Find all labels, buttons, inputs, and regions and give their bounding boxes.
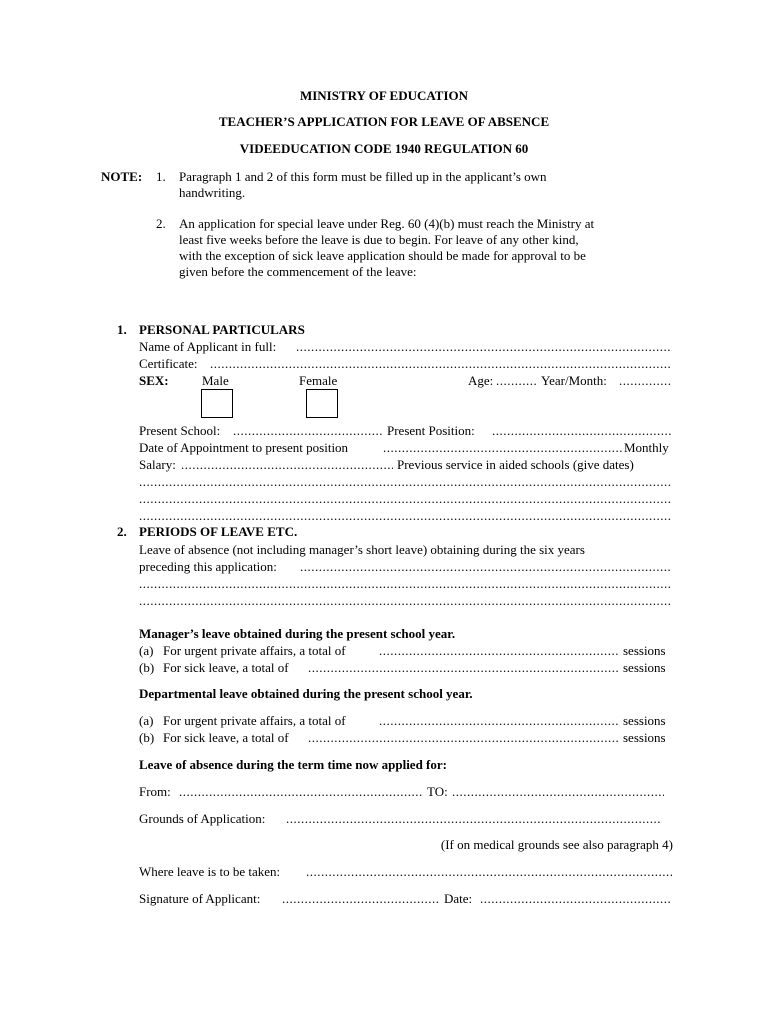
note-item-2-line-3: with the exception of sick leave application should be made for approval to be [179, 248, 586, 263]
from-field[interactable] [179, 784, 423, 800]
departmental-leave-heading: Departmental leave obtained during the present school year. [139, 686, 473, 701]
previous-service-line-1[interactable] [139, 474, 672, 490]
leave-intro-line-2: preceding this application: [139, 559, 277, 574]
previous-service-line-2[interactable] [139, 491, 672, 507]
departmental-item-b-text: For sick leave, a total of [163, 730, 289, 745]
note-item-1-number: 1. [156, 169, 166, 184]
sessions-label: sessions [623, 713, 666, 728]
regulation-title: VIDEEDUCATION CODE 1940 REGULATION 60 [239, 141, 529, 156]
signature-label: Signature of Applicant: [139, 891, 261, 906]
grounds-label: Grounds of Application: [139, 811, 266, 826]
sessions-label: sessions [623, 730, 666, 745]
note-item-1-line-1: Paragraph 1 and 2 of this form must be filled up in the applicant’s own [179, 169, 547, 184]
note-item-2-number: 2. [156, 216, 166, 231]
note-label: NOTE: [101, 169, 143, 184]
salary-field[interactable] [181, 457, 393, 473]
date-appointment-field[interactable] [383, 440, 623, 456]
preceding-leave-line-3[interactable] [139, 593, 672, 609]
manager-item-b-text: For sick leave, a total of [163, 660, 289, 675]
previous-service-label: Previous service in aided schools (give dates) [397, 457, 634, 472]
grounds-field[interactable] [286, 811, 662, 827]
female-label: Female [299, 373, 338, 388]
to-label: TO: [427, 784, 448, 799]
manager-item-a-prefix: (a) [139, 643, 154, 658]
male-checkbox[interactable] [201, 389, 233, 418]
section-2-number: 2. [117, 524, 127, 539]
manager-item-b-prefix: (b) [139, 660, 155, 675]
age-label: Age: [468, 373, 494, 388]
term-leave-heading: Leave of absence during the term time now applied for: [139, 757, 447, 772]
sessions-label: sessions [623, 660, 666, 675]
preceding-leave-line-2[interactable] [139, 576, 672, 592]
year-month-label: Year/Month: [541, 373, 607, 388]
ministry-title: MINISTRY OF EDUCATION [299, 88, 469, 103]
certificate-label: Certificate: [139, 356, 198, 371]
where-field[interactable] [306, 864, 672, 880]
manager-item-a-text: For urgent private affairs, a total of [163, 643, 346, 658]
section-1-number: 1. [117, 322, 127, 337]
departmental-private-affairs-field[interactable] [379, 713, 619, 729]
medical-grounds-note: (If on medical grounds see also paragraph 4) [440, 837, 673, 852]
age-field[interactable] [496, 373, 538, 389]
sex-label: SEX: [139, 373, 169, 388]
note-item-2-line-1: An application for special leave under Reg. 60 (4)(b) must reach the Ministry at [179, 216, 595, 231]
preceding-leave-field[interactable] [300, 559, 672, 575]
present-school-label: Present School: [139, 423, 221, 438]
departmental-sick-leave-field[interactable] [308, 730, 619, 746]
note-item-1-line-2: handwriting. [179, 185, 246, 200]
date-appointment-label: Date of Appointment to present position [139, 440, 349, 455]
leave-intro-line-1: Leave of absence (not including manager’s short leave) obtaining during the six years [139, 542, 585, 557]
monthly-label: Monthly [624, 440, 669, 455]
signature-field[interactable] [282, 891, 440, 907]
manager-private-affairs-field[interactable] [379, 643, 619, 659]
departmental-item-b-prefix: (b) [139, 730, 155, 745]
form-title: TEACHER’S APPLICATION FOR LEAVE OF ABSENCE [218, 114, 550, 129]
section-2-title: PERIODS OF LEAVE ETC. [139, 524, 298, 539]
certificate-field[interactable] [210, 356, 672, 372]
departmental-item-a-prefix: (a) [139, 713, 154, 728]
present-position-label: Present Position: [387, 423, 475, 438]
to-field[interactable] [452, 784, 664, 800]
where-label: Where leave is to be taken: [139, 864, 281, 879]
sessions-label: sessions [623, 643, 666, 658]
date-label: Date: [444, 891, 473, 906]
salary-label: Salary: [139, 457, 176, 472]
departmental-item-a-text: For urgent private affairs, a total of [163, 713, 346, 728]
male-label: Male [202, 373, 229, 388]
present-position-field[interactable] [492, 423, 672, 439]
manager-leave-heading: Manager’s leave obtained during the present school year. [139, 626, 456, 641]
manager-sick-leave-field[interactable] [308, 660, 619, 676]
year-month-field[interactable] [619, 373, 672, 389]
note-item-2-line-4: given before the commencement of the leave: [179, 264, 417, 279]
present-school-field[interactable] [233, 423, 383, 439]
female-checkbox[interactable] [306, 389, 338, 418]
date-field[interactable] [480, 891, 672, 907]
previous-service-line-3[interactable] [139, 508, 672, 524]
name-label: Name of Applicant in full: [139, 339, 277, 354]
from-label: From: [139, 784, 171, 799]
name-field[interactable] [296, 339, 672, 355]
note-item-2-line-2: least five weeks before the leave is due to begin. For leave of any other kind, [179, 232, 579, 247]
section-1-title: PERSONAL PARTICULARS [139, 322, 305, 337]
